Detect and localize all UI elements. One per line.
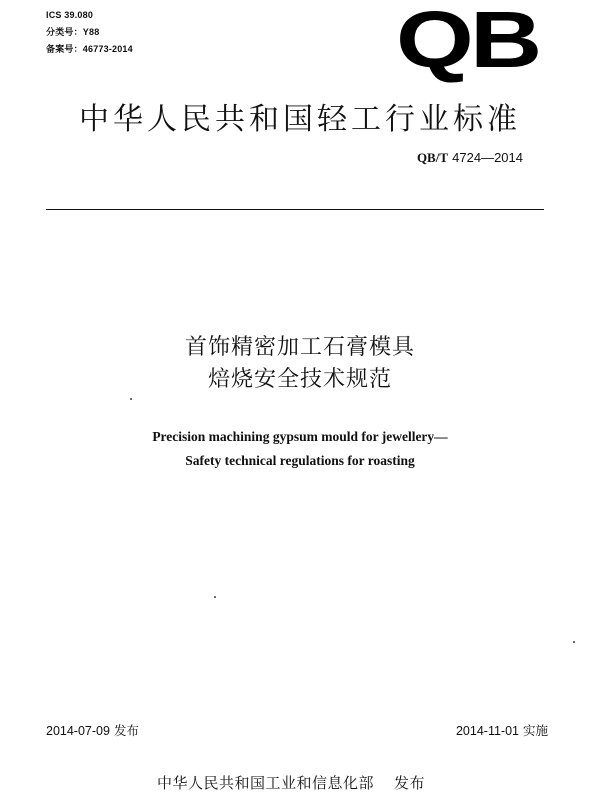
title-cn-line2: 焙烧安全技术规范 (207, 367, 392, 392)
publisher-line (157, 774, 425, 792)
qb-logo: QB (396, 0, 539, 84)
title-en-line1: Precision machining gypsum mould for jewellery— (152, 429, 448, 444)
issue-label: 发布 (113, 723, 139, 738)
publisher-verb: 发布 (394, 774, 426, 792)
header-divider (46, 209, 544, 210)
implement-date-block (456, 723, 548, 739)
standard-number (417, 150, 523, 167)
standard-number-prefix: QB/T (416, 150, 449, 165)
implement-date: 2014-11-01 (455, 724, 519, 738)
standard-number-value: 4724—2014 (452, 150, 523, 165)
title-cn-line1: 首饰精密加工石膏模具 (184, 335, 415, 360)
issue-date-block (46, 723, 139, 739)
publisher-name: 中华人民共和国工业和信息化部 (157, 774, 375, 792)
issue-date: 2014-07-09 (46, 724, 110, 738)
scan-speck (130, 398, 132, 400)
implement-label: 实施 (522, 723, 548, 738)
scan-speck (573, 641, 575, 643)
standard-category-heading: 中华人民共和国轻工行业标准 (79, 102, 521, 137)
scan-speck (214, 596, 216, 598)
title-en-line2: Safety technical regulations for roasting (185, 453, 415, 468)
ics-code: ICS 39.080 (46, 10, 94, 20)
classification-code: 分类号：Y88 (46, 27, 100, 37)
filing-number: 备案号：46773-2014 (46, 44, 133, 54)
